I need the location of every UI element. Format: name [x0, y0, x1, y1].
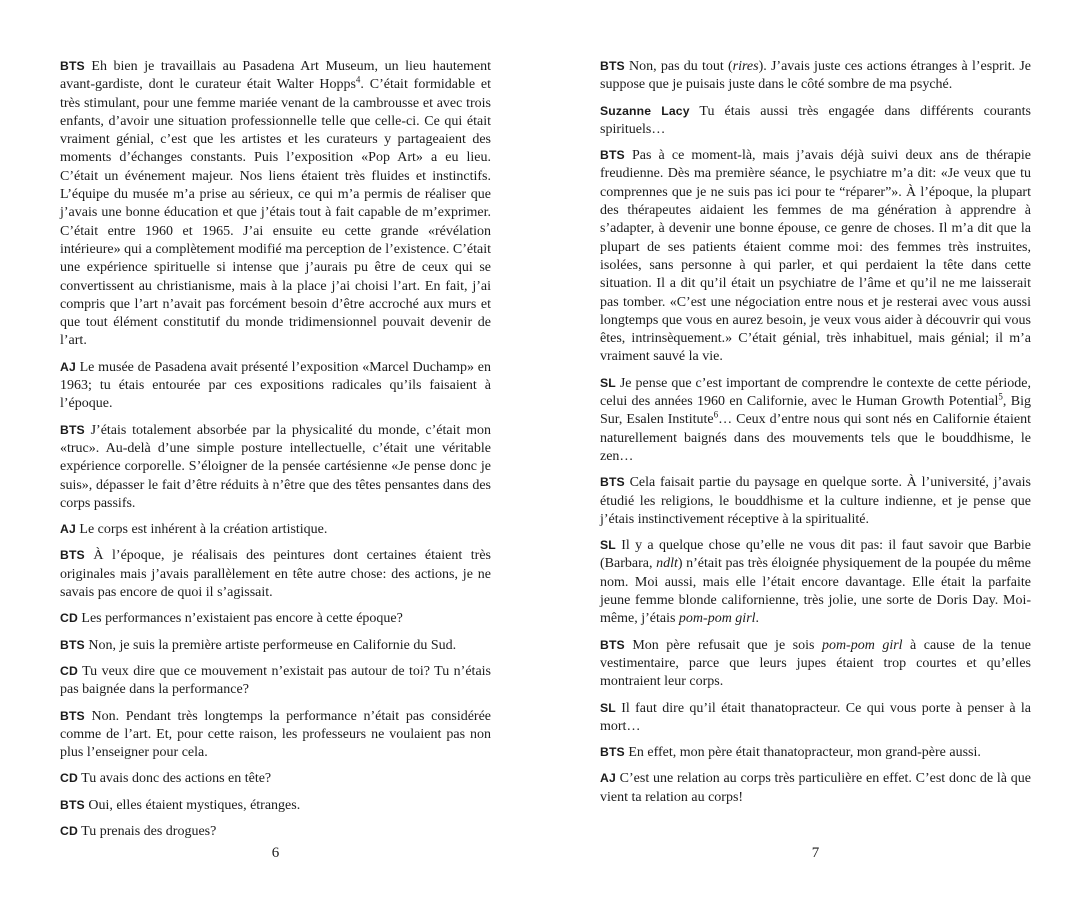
- speaker-label: Suzanne Lacy: [600, 103, 690, 118]
- speaker-label: CD: [60, 771, 78, 786]
- dialogue-paragraph: BTS Non, pas du tout (rires). J’avais juste ces actions étranges à l’esprit. Je suppose que je puisais juste dans le côté sombre de ma psyché.: [600, 59, 1032, 93]
- dialogue-paragraph: CD Tu veux dire que ce mouvement n’existait pas autour de toi? Tu n’étais pas baignée dans la performance?: [60, 663, 491, 698]
- speaker-label: BTS: [600, 59, 625, 73]
- dialogue-paragraph: BTS Oui, elles étaient mystiques, étranges.: [60, 797, 301, 813]
- dialogue-paragraph: BTS À l’époque, je réalisais des peintures dont certaines étaient très originales mais j’avais parallèlement en tête autre chose: des actions, je ne savais pas encore de quoi il s’agissait.: [60, 548, 491, 601]
- speaker-label: BTS: [60, 59, 85, 73]
- speaker-label: BTS: [60, 548, 85, 563]
- speaker-label: AJ: [60, 359, 76, 374]
- speaker-label: BTS: [600, 745, 625, 760]
- dialogue-paragraph: BTS Cela faisait partie du paysage en quelque sorte. À l’université, j’avais étudié les religions, le bouddhisme et la culture indienne, et je pense que j’étais instinctivement réceptive à la spiritualité.: [600, 475, 1031, 527]
- speaker-label: BTS: [600, 148, 625, 163]
- italic-text: ndlt: [656, 556, 678, 572]
- speaker-label: AJ: [60, 522, 76, 537]
- speaker-label: CD: [60, 611, 78, 626]
- dialogue-paragraph: CD Les performances n’existaient pas encore à cette époque?: [60, 611, 403, 627]
- speaker-label: BTS: [60, 708, 85, 723]
- speaker-label: SL: [600, 538, 616, 553]
- speaker-label: AJ: [600, 771, 616, 786]
- italic-text: pom-pom girl: [821, 637, 903, 653]
- footnote-marker: 5: [998, 391, 1003, 402]
- italic-text: rires: [732, 59, 759, 74]
- dialogue-paragraph: SL Je pense que c’est important de comprendre le contexte de cette période, celui des années 1960 en Californie, avec le Human Growth Potential$^5$, Big Sur, Esalen Institute$^6$… Ceux d’entre nous qui sont nés en Californie étaient naturellement baignés dans des mouvements tels que le bouddhisme, le zen…: [600, 375, 1031, 464]
- dialogue-paragraph: BTS Pas à ce moment-là, mais j’avais déjà suivi deux ans de thérapie freudienne. Dès ma première séance, le psychiatre m’a dit: «Je veux que tu comprennes que je ne suis pas ici pour te “réparer”». À l’époque, la plupart des thérapeutes aidaient les femmes de ma génération à apprendre à s’adapter, à devenir une bonne épouse, ce genre de choses. Il m’a dit que la plupart de ses patients étaient comme moi: des femmes très instruites, isolées, sans personne à qui parler, et qui perdaient la tête dans cette situation. Il a dit qu’il était un psychiatre de l’âme et qu’il ne me laisserait pas tomber. «C’est une négociation entre nous et je resterai avec vous aussi longtemps que vous en aurez besoin, je veux vous aider à découvrir qui vous êtes, intrinsèquement.» C’était génial, très inhabituel, mais génial; il m’a vraiment sauvé la vie.: [600, 148, 1031, 365]
- dialogue-paragraph: SL Il faut dire qu’il était thanatopracteur. Ce qui vous porte à penser à la mort…: [600, 700, 1031, 734]
- dialogue-paragraph: SL Il y a quelque chose qu’elle ne vous dit pas: il faut savoir que Barbie (Barbara, ndlt) n’était pas très éloignée physiquement de la poupée du même nom. Moi aussi, mais elle l’était encore davantage. Elle était la parfaite jeune femme blonde californienne, très jolie, une sorte de Doris Day. Moi-même, j’étais pom-pom girl.: [600, 538, 1031, 627]
- speaker-label: SL: [600, 700, 616, 715]
- page-right-text-column: [600, 57, 1031, 807]
- speaker-label: SL: [600, 375, 616, 390]
- italic-text: pom-pom girl: [678, 611, 756, 627]
- dialogue-paragraph: BTS Non, je suis la première artiste performeuse en Californie du Sud.: [60, 637, 457, 653]
- speaker-label: BTS: [60, 637, 85, 652]
- dialogue-paragraph: AJ Le musée de Pasadena avait présenté l’exposition «Marcel Duchamp» en 1963; tu étais entourée par ces expositions radicales qu’ils faisaient à l’époque.: [60, 359, 491, 412]
- dialogue-paragraph: CD Tu avais donc des actions en tête?: [60, 771, 272, 787]
- speaker-label: BTS: [600, 637, 625, 652]
- dialogue-paragraph: AJ C’est une relation au corps très particulière en effet. C’est donc de là que vient ta relation au corps!: [600, 771, 1031, 805]
- footnote-marker: 4: [355, 74, 361, 85]
- dialogue-paragraph: Suzanne Lacy Tu étais aussi très engagée dans différents courants spirituels…: [600, 103, 1032, 137]
- dialogue-paragraph: BTS J’étais totalement absorbée par la physicalité du monde, c’était mon «truc». Au-delà d’une simple posture intellectuelle, c’était une véritable expérience corporelle. S’éloigner de la pensée cartésienne «Je pense donc je suis», dépasser le fait d’être réduits à n’être que des têtes pensantes dans des corps passifs.: [60, 422, 492, 511]
- dialogue-paragraph: BTS Mon père refusait que je sois pom-pom girl à cause de la tenue vestimentaire, parce que leurs jupes étaient trop courtes et qu’elles montraient leur corps.: [600, 637, 1031, 690]
- speaker-label: BTS: [600, 475, 625, 490]
- speaker-label: BTS: [60, 422, 85, 437]
- page-number-left: 6: [271, 845, 280, 861]
- footnote-marker: 6: [713, 409, 719, 420]
- speaker-label: CD: [60, 663, 78, 678]
- speaker-label: BTS: [60, 797, 85, 812]
- dialogue-paragraph: AJ Le corps est inhérent à la création artistique.: [60, 522, 328, 538]
- dialogue-paragraph: BTS Non. Pendant très longtemps la performance n’était pas considérée comme de l’art. Et, pour cette raison, les professeurs ne voulaient pas non plus l’enseigner pour cela.: [60, 708, 492, 761]
- dialogue-paragraph: BTS En effet, mon père était thanatopracteur, mon grand-père aussi.: [600, 745, 981, 761]
- dialogue-paragraph: CD Tu prenais des drogues?: [60, 823, 217, 839]
- speaker-label: CD: [60, 823, 78, 838]
- page-number-right: 7: [811, 845, 820, 861]
- page-left-text-column: [60, 57, 491, 841]
- dialogue-paragraph: BTS Eh bien je travaillais au Pasadena Art Museum, un lieu hautement avant-gardiste, dont le curateur était Walter Hopps$^4$. C’était formidable et très stimulant, pour une femme mariée venant de la cambrousse et avec trois enfants, d’avoir une situation professionnelle telle que celle-ci. Ce qui était vraiment génial, c’est que les artistes et les curateurs y partageaient des moments d’échanges constants. Puis l’exposition «Pop Art» a eu lieu. C’était un événement majeur. Nos liens étaient très fluides et instinctifs. L’équipe du musée m’a prise au sérieux, ce qui m’a permis de réaliser que j’avais une bonne éducation et que j’étais tout à fait capable de m’exprimer. C’était entre 1960 et 1965. J’ai ensuite eu cette grande «révélation intérieure» qui a complètement modifié ma perception de l’existence. C’était une expérience spirituelle si intense que j’aurais pu être de ceux qui se convertissent au christianisme, mais à la place j’ai choisi l’art. En fait, j’ai compris que l’art n’avait pas forcément besoin d’être accroché aux murs et que tout élément constitutif du monde tridimensionnel pouvait devenir de l’art.: [60, 59, 492, 349]
